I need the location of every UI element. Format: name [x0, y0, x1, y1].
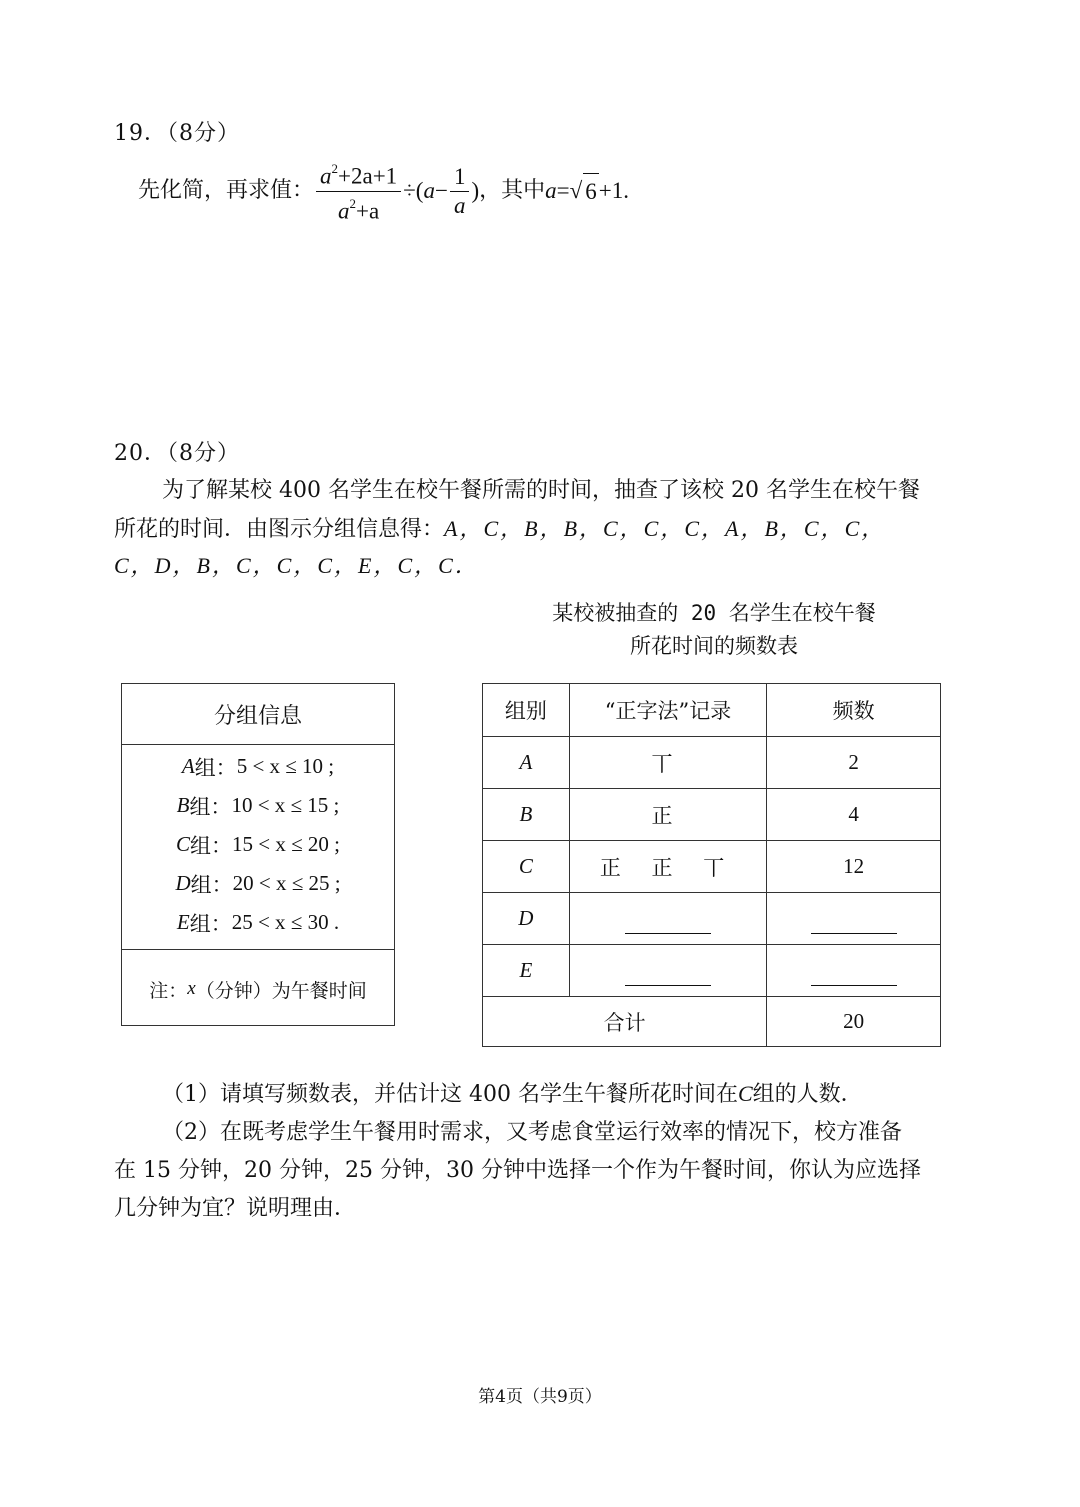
freq-header-count: 频数 [767, 684, 941, 737]
q19-main-fraction [316, 157, 401, 225]
q20-sub1-var: C [737, 1081, 753, 1106]
freq-header-group: 组别 [483, 684, 570, 737]
freq-group-c: C [483, 841, 570, 893]
q20-para-line-1: 为了解某校 400 名学生在校午餐所需的时间，抽查了该校 20 名学生在校午餐 [162, 478, 920, 503]
freq-tally-d-blank[interactable] [569, 893, 767, 945]
freq-group-d: D [483, 893, 570, 945]
q20-sub2-line-2: 在 15 分钟，20 分钟，25 分钟，30 分钟中选择一个作为午餐时间，你认为应选择 [114, 1158, 921, 1183]
freq-group-b: B [483, 789, 570, 841]
q20-para-line-2-text: 所花的时间．由图示分组信息得： [114, 517, 445, 542]
q20-sub2-line-3: 几分钟为宜？说明理由． [114, 1196, 357, 1221]
table-row [483, 893, 941, 945]
freq-table-title [500, 597, 928, 663]
group-info-heading: 分组信息 [122, 684, 394, 745]
freq-total-label: 合计 [483, 997, 767, 1047]
table-row [483, 737, 941, 789]
freq-count-d-blank[interactable] [767, 893, 941, 945]
q20-para-line-2 [114, 511, 885, 548]
freq-count-b: 4 [767, 789, 941, 841]
page-footer: 第4页（共9页） [478, 1387, 602, 1407]
frequency-table [482, 683, 941, 1047]
group-info-list [122, 745, 394, 950]
q19-prompt: 先化简，再求值： [138, 178, 315, 203]
q20-sub2-line-1: （2）在既考虑学生午餐用时需求，又考虑食堂运行效率的情况下，校方准备 [162, 1120, 902, 1145]
freq-total-row [483, 997, 941, 1047]
group-info-row-b: B 组： 10 < x ≤ 15 ; [176, 793, 340, 819]
q19-close-paren: ) [471, 178, 480, 203]
q19-denominator: $a^2+a$ [338, 195, 380, 224]
q19-sqrt-value: 6 [583, 173, 599, 210]
q19-inner-denominator: a [453, 192, 466, 218]
q20-sub1 [162, 1076, 863, 1113]
q20-data-letters-1: A，C，B，B，C，C，C，A，B，C，C， [444, 516, 886, 541]
group-info-row-a: A 组： 5 < x ≤ 10 ; [181, 754, 335, 780]
freq-table-title-line-1: 某校被抽查的 20 名学生在校午餐 [552, 601, 876, 625]
q19-plus-one: +1 [598, 178, 624, 203]
group-info-row-c: C 组： 15 < x ≤ 20 ; [176, 832, 340, 858]
freq-count-e-blank[interactable] [767, 945, 941, 997]
freq-group-e: E [483, 945, 570, 997]
q20-number: 20．（8分） [114, 441, 240, 466]
freq-total-value: 20 [767, 997, 941, 1047]
group-info-note: 注： x （分钟）为午餐时间 [149, 978, 367, 1002]
freq-tally-a: 丅 [569, 737, 767, 789]
freq-count-a: 2 [767, 737, 941, 789]
freq-table-title-line-2: 所花时间的频数表 [630, 634, 798, 658]
q19-minus: − [434, 178, 448, 203]
q20-data-letters-2: C，D，B，C，C，C，E，C，C． [114, 553, 479, 578]
table-row [483, 789, 941, 841]
q19-number: 19．（8分） [114, 121, 240, 146]
q19-equals: = [556, 178, 570, 203]
freq-count-c: 12 [767, 841, 941, 893]
group-info-row-d: D 组： 20 < x ≤ 25 ; [175, 871, 341, 897]
freq-header-tally: “正字法”记录 [569, 684, 767, 737]
q19-divide: ÷( [403, 178, 424, 203]
q19-var-a: a [423, 178, 435, 203]
table-row [483, 841, 941, 893]
q19-sqrt-sign: √ [569, 178, 583, 203]
q19-inner-numerator: 1 [453, 163, 466, 189]
freq-header-row [483, 684, 941, 737]
freq-tally-c: 正 正 丅 [569, 841, 767, 893]
freq-tally-b: 正 [569, 789, 767, 841]
q19-tail-var-a: a [545, 178, 557, 203]
table-row [483, 945, 941, 997]
q20-sub1-text-a: （1）请填写频数表，并估计这 400 名学生午餐所花时间在 [162, 1082, 738, 1107]
freq-group-a: A [483, 737, 570, 789]
freq-tally-e-blank[interactable] [569, 945, 767, 997]
q19-expression [138, 160, 629, 222]
q19-inner-fraction [450, 163, 470, 220]
q19-period: . [623, 178, 629, 203]
group-info-box [121, 683, 395, 1026]
group-info-row-e: E 组： 25 < x ≤ 30 . [176, 910, 340, 936]
q19-numerator: $a^2+2a+1$ [320, 160, 398, 189]
q19-tail: ，其中 [479, 178, 546, 203]
q20-sub1-text-b: 组的人数． [752, 1082, 863, 1107]
